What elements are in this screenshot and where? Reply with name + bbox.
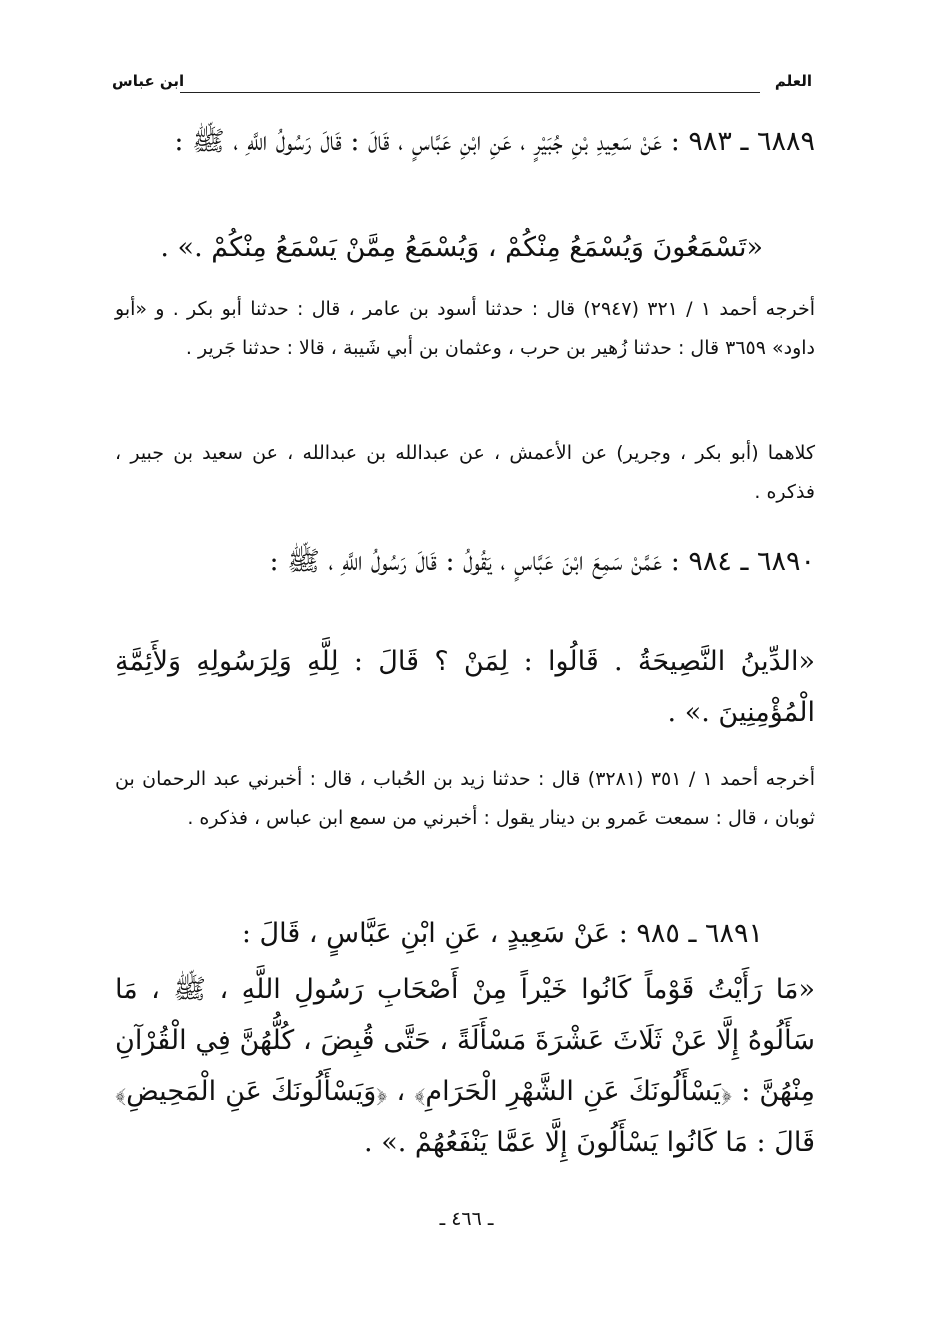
page-number: ـ ٤٦٦ ـ [439,1208,494,1230]
takhrij-6890: أخرجه أحمد ١ / ٣٥١ (٣٢٨١) قال : حدثنا زيد بن الحُباب ، قال : أخبرني عبد الرحمان بن ثوبان ، قال : سمعت عَمرو بن دينار يقول : أخبرني من سمع ابن عباس ، فذكره . [115,768,816,829]
narrator-title: ابن عباس [112,72,185,90]
hadith-isnad-6890: ٦٨٩٠ ـ ٩٨٤ : عَمَّنْ سَمِعَ ابْنَ عَبَّاسٍ ، يَقُولُ : قَالَ رَسُولُ اللَّهِ ، ﷺ : [269,546,815,577]
takhrij-6889-a: أخرجه أحمد ١ / ٣٢١ (٢٩٤٧) قال : حدثنا أسود بن عامر ، قال : حدثنا أبو بكر . و «أبو داود» ٣٦٥٩ قال : حدثنا زُهير بن حرب ، وعثمان بن أبي شَيبة ، قالا : حدثنا جَرير . [115,298,816,359]
hadith-matn-6889: «تَسْمَعُونَ وَيُسْمَعُ مِنْكُمْ ، وَيُسْمَعُ مِمَّنْ يَسْمَعُ مِنْكُمْ .» . [160,232,763,263]
running-header [112,72,812,102]
takhrij-6889-b: كلاهما (أبو بكر ، وجرير) عن الأعمش ، عن عبدالله بن عبدالله ، عن سعيد بن جبير ، فذكره . [115,442,815,503]
hadith-matn-6890: «الدِّينُ النَّصِيحَةُ . قَالُوا : لِمَنْ ؟ قَالَ : لِلَّهِ وَلِرَسُولِهِ وَلأَئِمَّةِ الْمُؤْمِنِينَ .» . [115,646,815,728]
chapter-title: العلم [774,72,812,90]
hadith-isnad-6891: ٦٨٩١ ـ ٩٨٥ : عَنْ سَعِيدٍ ، عَنِ ابْنِ عَبَّاسٍ ، قَالَ : [241,918,763,949]
hadith-isnad-6889: ٦٨٨٩ ـ ٩٨٣ : عَنْ سَعِيدِ بْنِ جُبَيْرٍ ، عَنِ ابْنِ عَبَّاسٍ ، قَالَ : قَالَ رَسُولُ اللَّهِ ، ﷺ : [174,126,815,157]
hadith-matn-6891: «مَا رَأَيْتُ قَوْماً كَانُوا خَيْراً مِنْ أَصْحَابِ رَسُولِ اللَّهِ ، ﷺ ، مَا سَأَلُوهُ إِلَّا عَنْ ثَلَاثَ عَشْرَةَ مَسْأَلَةً ، حَتَّى قُبِضَ ، كُلُّهُنَّ فِي الْقُرْآنِ مِنْهُنَّ : ﴿يَسْأَلُونَكَ عَنِ الشَّهْرِ الْحَرَامِ﴾ ، ﴿وَيَسْأَلُونَكَ عَنِ الْمَحِيضِ﴾ قَالَ : مَا كَانُوا يَسْأَلُونَ إِلَّا عَمَّا يَنْفَعُهُمْ .» . [115,974,815,1158]
header-rule [180,92,760,93]
